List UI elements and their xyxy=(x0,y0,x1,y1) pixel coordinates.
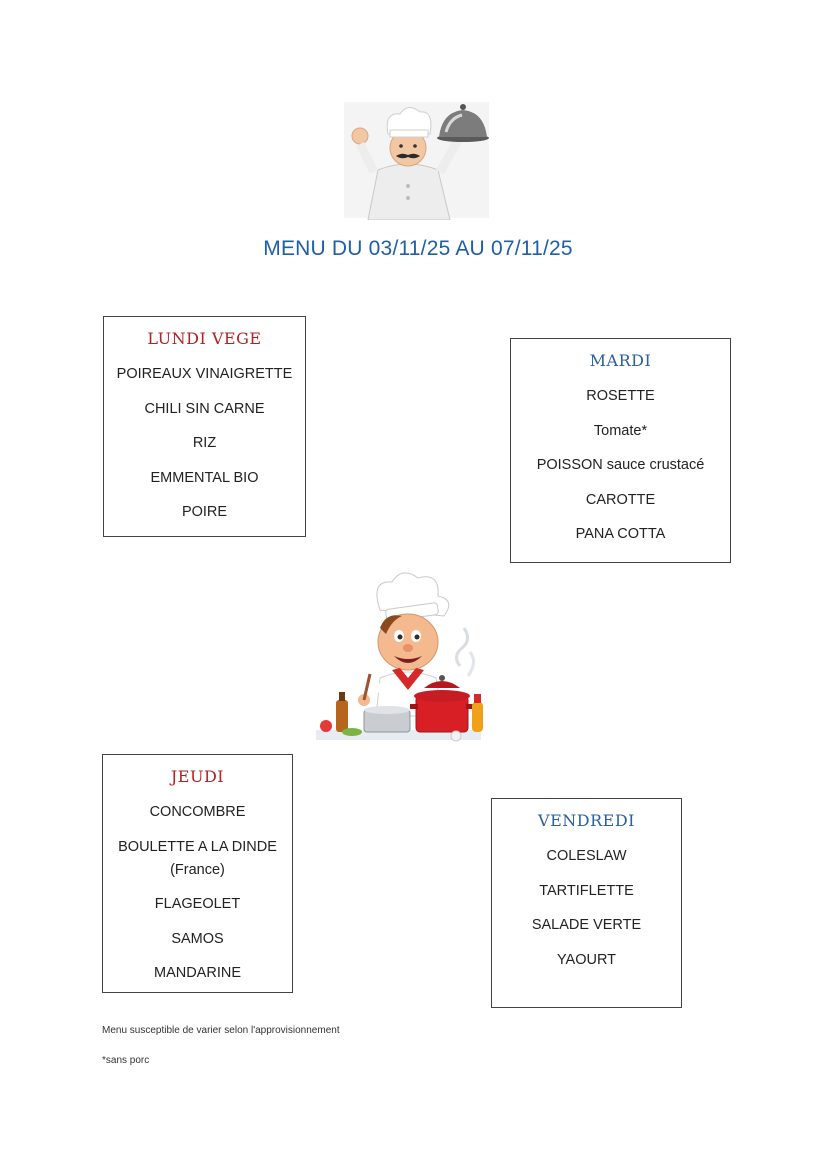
menu-item: RIZ xyxy=(192,435,217,451)
menu-item-list xyxy=(492,846,681,970)
menu-item: EMMENTAL BIO xyxy=(150,469,259,486)
menu-item: Tomate* xyxy=(593,422,648,439)
menu-item: SALADE VERTE xyxy=(531,917,642,933)
menu-item-name: BOULETTE A LA DINDE xyxy=(118,838,277,855)
menu-item-list xyxy=(104,364,305,522)
menu-item: ROSETTE xyxy=(586,388,655,404)
menu-item xyxy=(103,837,292,880)
menu-title: MENU DU 03/11/25 AU 07/11/25 xyxy=(263,237,573,260)
menu-item-origin: (France) xyxy=(170,861,225,878)
menu-item: SAMOS xyxy=(171,930,224,947)
menu-item: CONCOMBRE xyxy=(149,804,246,820)
day-box-lundi xyxy=(103,316,306,537)
menu-item: PANA COTTA xyxy=(575,526,666,542)
day-title: VENDREDI xyxy=(538,811,635,830)
day-title: MARDI xyxy=(589,351,652,370)
day-title: LUNDI VEGE xyxy=(147,329,262,348)
menu-item: YAOURT xyxy=(556,951,617,968)
menu-item: CAROTTE xyxy=(585,491,656,508)
menu-item: COLESLAW xyxy=(546,848,627,864)
day-title: JEUDI xyxy=(170,767,225,786)
menu-item: POIRE xyxy=(181,504,228,520)
menu-item: MANDARINE xyxy=(153,965,241,981)
day-box-mardi xyxy=(510,338,731,563)
day-box-jeudi xyxy=(102,754,293,993)
menu-item-list xyxy=(103,802,292,983)
menu-item: CHILI SIN CARNE xyxy=(144,400,265,417)
chef-cooking-illustration xyxy=(306,566,506,750)
pork-note: *sans porc xyxy=(102,1055,150,1066)
menu-item: TARTIFLETTE xyxy=(539,882,634,899)
menu-item: FLAGEOLET xyxy=(154,896,241,912)
day-box-vendredi xyxy=(491,798,682,1008)
menu-item-list xyxy=(511,386,730,544)
menu-item: POISSON sauce crustacé xyxy=(536,457,705,473)
chef-holding-cloche-illustration xyxy=(338,98,493,220)
supply-note: Menu susceptible de varier selon l'approvisionnement xyxy=(102,1025,340,1036)
menu-item: POIREAUX VINAIGRETTE xyxy=(116,366,293,382)
